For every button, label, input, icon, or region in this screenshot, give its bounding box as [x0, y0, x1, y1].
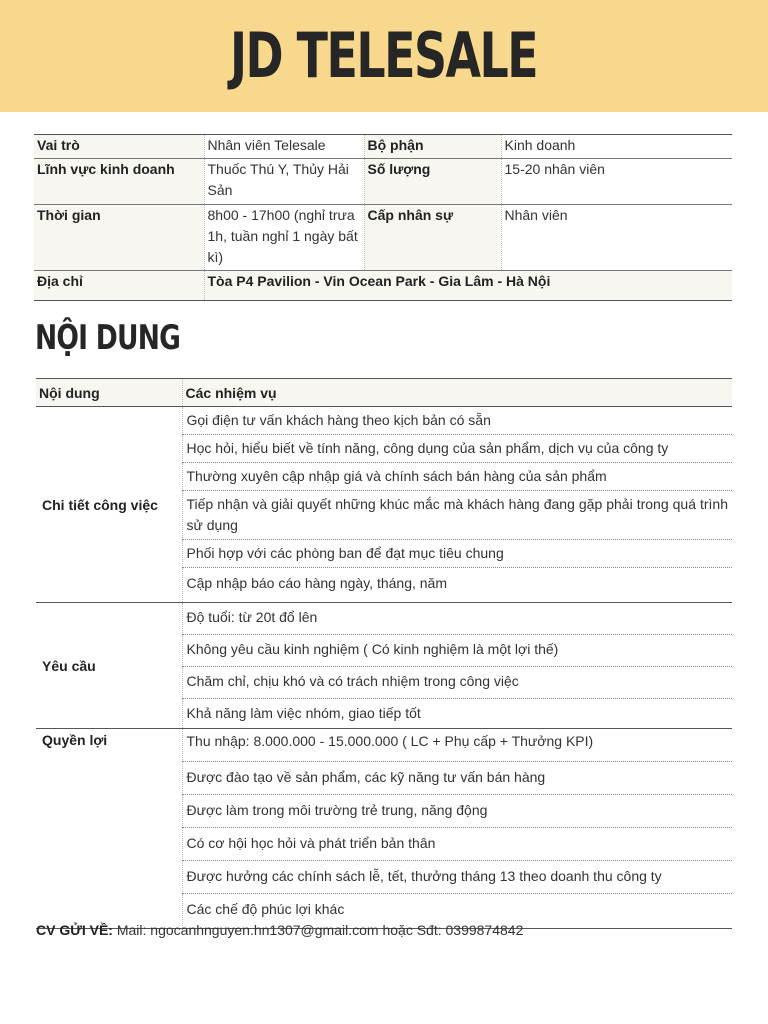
page-title: JD TELESALE	[230, 19, 538, 92]
field-label: Lĩnh vực kinh doanh	[34, 159, 204, 205]
qty-label: Số lượng	[364, 159, 501, 205]
job-content-table	[36, 378, 732, 929]
level-label: Cấp nhân sự	[364, 205, 501, 271]
benefit-item: Được hưởng các chính sách lễ, tết, thưởng tháng 13 theo doanh thu công ty	[182, 861, 732, 894]
info-row-role	[34, 135, 732, 159]
benefit-item: Các chế độ phúc lợi khác	[182, 894, 732, 929]
task-item: Phối hợp với các phòng ban để đạt mục tiêu chung	[182, 540, 732, 568]
header-band	[0, 0, 768, 112]
table-row	[36, 729, 732, 762]
group-label-details: Chi tiết công việc	[36, 407, 182, 603]
group-label-requirements: Yêu cầu	[36, 603, 182, 729]
address-label: Địa chỉ	[34, 271, 204, 301]
task-item: Học hỏi, hiểu biết về tính năng, công dụng của sản phẩm, dịch vụ của công ty	[182, 435, 732, 463]
field-value: Thuốc Thú Y, Thủy Hải Sản	[204, 159, 364, 205]
info-row-time	[34, 205, 732, 271]
section-title: NỘI DUNG	[35, 318, 181, 358]
requirement-item: Không yêu cầu kinh nghiệm ( Có kinh nghiệm là một lợi thế)	[182, 635, 732, 667]
requirement-item: Khả năng làm việc nhóm, giao tiếp tốt	[182, 699, 732, 729]
task-item: Cập nhập báo cáo hàng ngày, tháng, năm	[182, 568, 732, 603]
requirement-item: Độ tuổi: từ 20t đổ lên	[182, 603, 732, 635]
address-value: Tòa P4 Pavilion - Vin Ocean Park - Gia Lâm - Hà Nội	[204, 271, 732, 301]
requirement-item: Chăm chỉ, chịu khó và có trách nhiệm trong công việc	[182, 667, 732, 699]
table-row	[36, 407, 732, 435]
job-info-table	[34, 134, 732, 301]
benefit-item: Có cơ hội học hỏi và phát triển bản thân	[182, 828, 732, 861]
cv-contact-line	[36, 922, 523, 938]
time-label: Thời gian	[34, 205, 204, 271]
column-header-content: Nội dung	[36, 379, 182, 407]
benefit-item: Được đào tạo về sản phẩm, các kỹ năng tư vấn bán hàng	[182, 762, 732, 795]
benefit-item: Thu nhập: 8.000.000 - 15.000.000 ( LC + Phụ cấp + Thưởng KPI)	[182, 729, 732, 762]
role-value: Nhân viên Telesale	[204, 135, 364, 159]
benefit-item: Được làm trong môi trường trẻ trung, năng động	[182, 795, 732, 828]
cv-contact-text: Mail: ngocanhnguyen.hn1307@gmail.com hoặc Sđt: 0399874842	[112, 922, 524, 938]
time-value: 8h00 - 17h00 (nghỉ trưa 1h, tuần nghỉ 1 ngày bất kì)	[204, 205, 364, 271]
table-header-row	[36, 379, 732, 407]
qty-value: 15-20 nhân viên	[501, 159, 732, 205]
task-item: Gọi điện tư vấn khách hàng theo kịch bản có sẵn	[182, 407, 732, 435]
group-label-benefits: Quyền lợi	[36, 729, 182, 929]
dept-label: Bộ phận	[364, 135, 501, 159]
column-header-tasks: Các nhiệm vụ	[182, 379, 732, 407]
level-value: Nhân viên	[501, 205, 732, 271]
cv-contact-label: CV GỬI VỀ:	[36, 922, 113, 938]
table-row	[36, 603, 732, 635]
dept-value: Kinh doanh	[501, 135, 732, 159]
info-row-address	[34, 271, 732, 301]
role-label: Vai trò	[34, 135, 204, 159]
info-row-field	[34, 159, 732, 205]
task-item: Thường xuyên cập nhập giá và chính sách bán hàng của sản phẩm	[182, 463, 732, 491]
task-item: Tiếp nhận và giải quyết những khúc mắc mà khách hàng đang gặp phải trong quá trình sử dụng	[182, 491, 732, 540]
